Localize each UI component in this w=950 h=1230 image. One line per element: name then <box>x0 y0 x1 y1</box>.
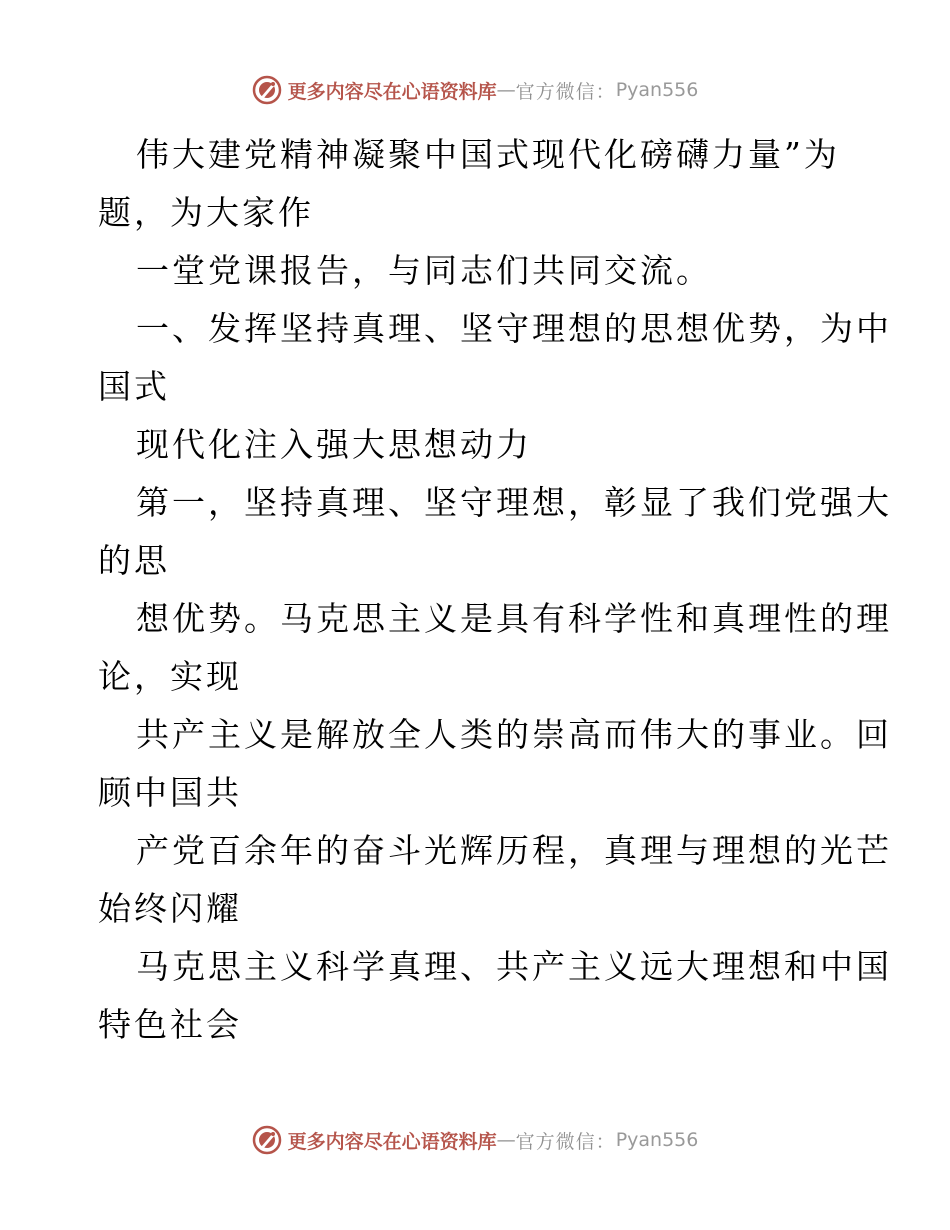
document-body <box>98 126 892 1054</box>
text-line: 共产主义是解放全人类的崇高而伟大的事业。回 <box>136 715 892 754</box>
watermark-dash: — <box>496 79 516 101</box>
watermark-label: 官方微信： <box>515 80 616 103</box>
text-line: 的思 <box>98 541 170 580</box>
pen-nib-seal-icon <box>252 1125 282 1155</box>
text-line: 一堂党课报告，与同志们共同交流。 <box>136 251 712 290</box>
text-line: 产党百余年的奋斗光辉历程，真理与理想的光芒 <box>136 831 892 870</box>
pen-nib-seal-icon <box>252 75 282 105</box>
footer-watermark <box>0 1120 950 1160</box>
text-line: 想优势。马克思主义是具有科学性和真理性的理 <box>136 599 892 638</box>
text-line: 特色社会 <box>98 1005 242 1044</box>
watermark-brand: 更多内容尽在心语资料库 <box>287 80 497 103</box>
section-heading-line: 国式 <box>98 367 170 406</box>
watermark-brand: 更多内容尽在心语资料库 <box>287 1130 497 1153</box>
text-line: 顾中国共 <box>98 773 242 812</box>
text-line: 马克思主义科学真理、共产主义远大理想和中国 <box>136 947 892 986</box>
text-line: 伟大建党精神凝聚中国式现代化磅礴力量”为 <box>136 135 840 174</box>
section-heading-line: 现代化注入强大思想动力 <box>136 425 532 464</box>
header-watermark <box>0 70 950 110</box>
watermark-dash: — <box>496 1129 516 1151</box>
watermark-wechat-id: Pyan556 <box>615 79 699 101</box>
watermark-label: 官方微信： <box>515 1130 616 1153</box>
text-line: 始终闪耀 <box>98 889 242 928</box>
text-line: 题，为大家作 <box>98 193 314 232</box>
section-heading-line: 一、发挥坚持真理、坚守理想的思想优势，为中 <box>136 309 892 348</box>
text-line: 第一，坚持真理、坚守理想，彰显了我们党强大 <box>136 483 892 522</box>
text-line: 论，实现 <box>98 657 242 696</box>
watermark-wechat-id: Pyan556 <box>615 1129 699 1151</box>
